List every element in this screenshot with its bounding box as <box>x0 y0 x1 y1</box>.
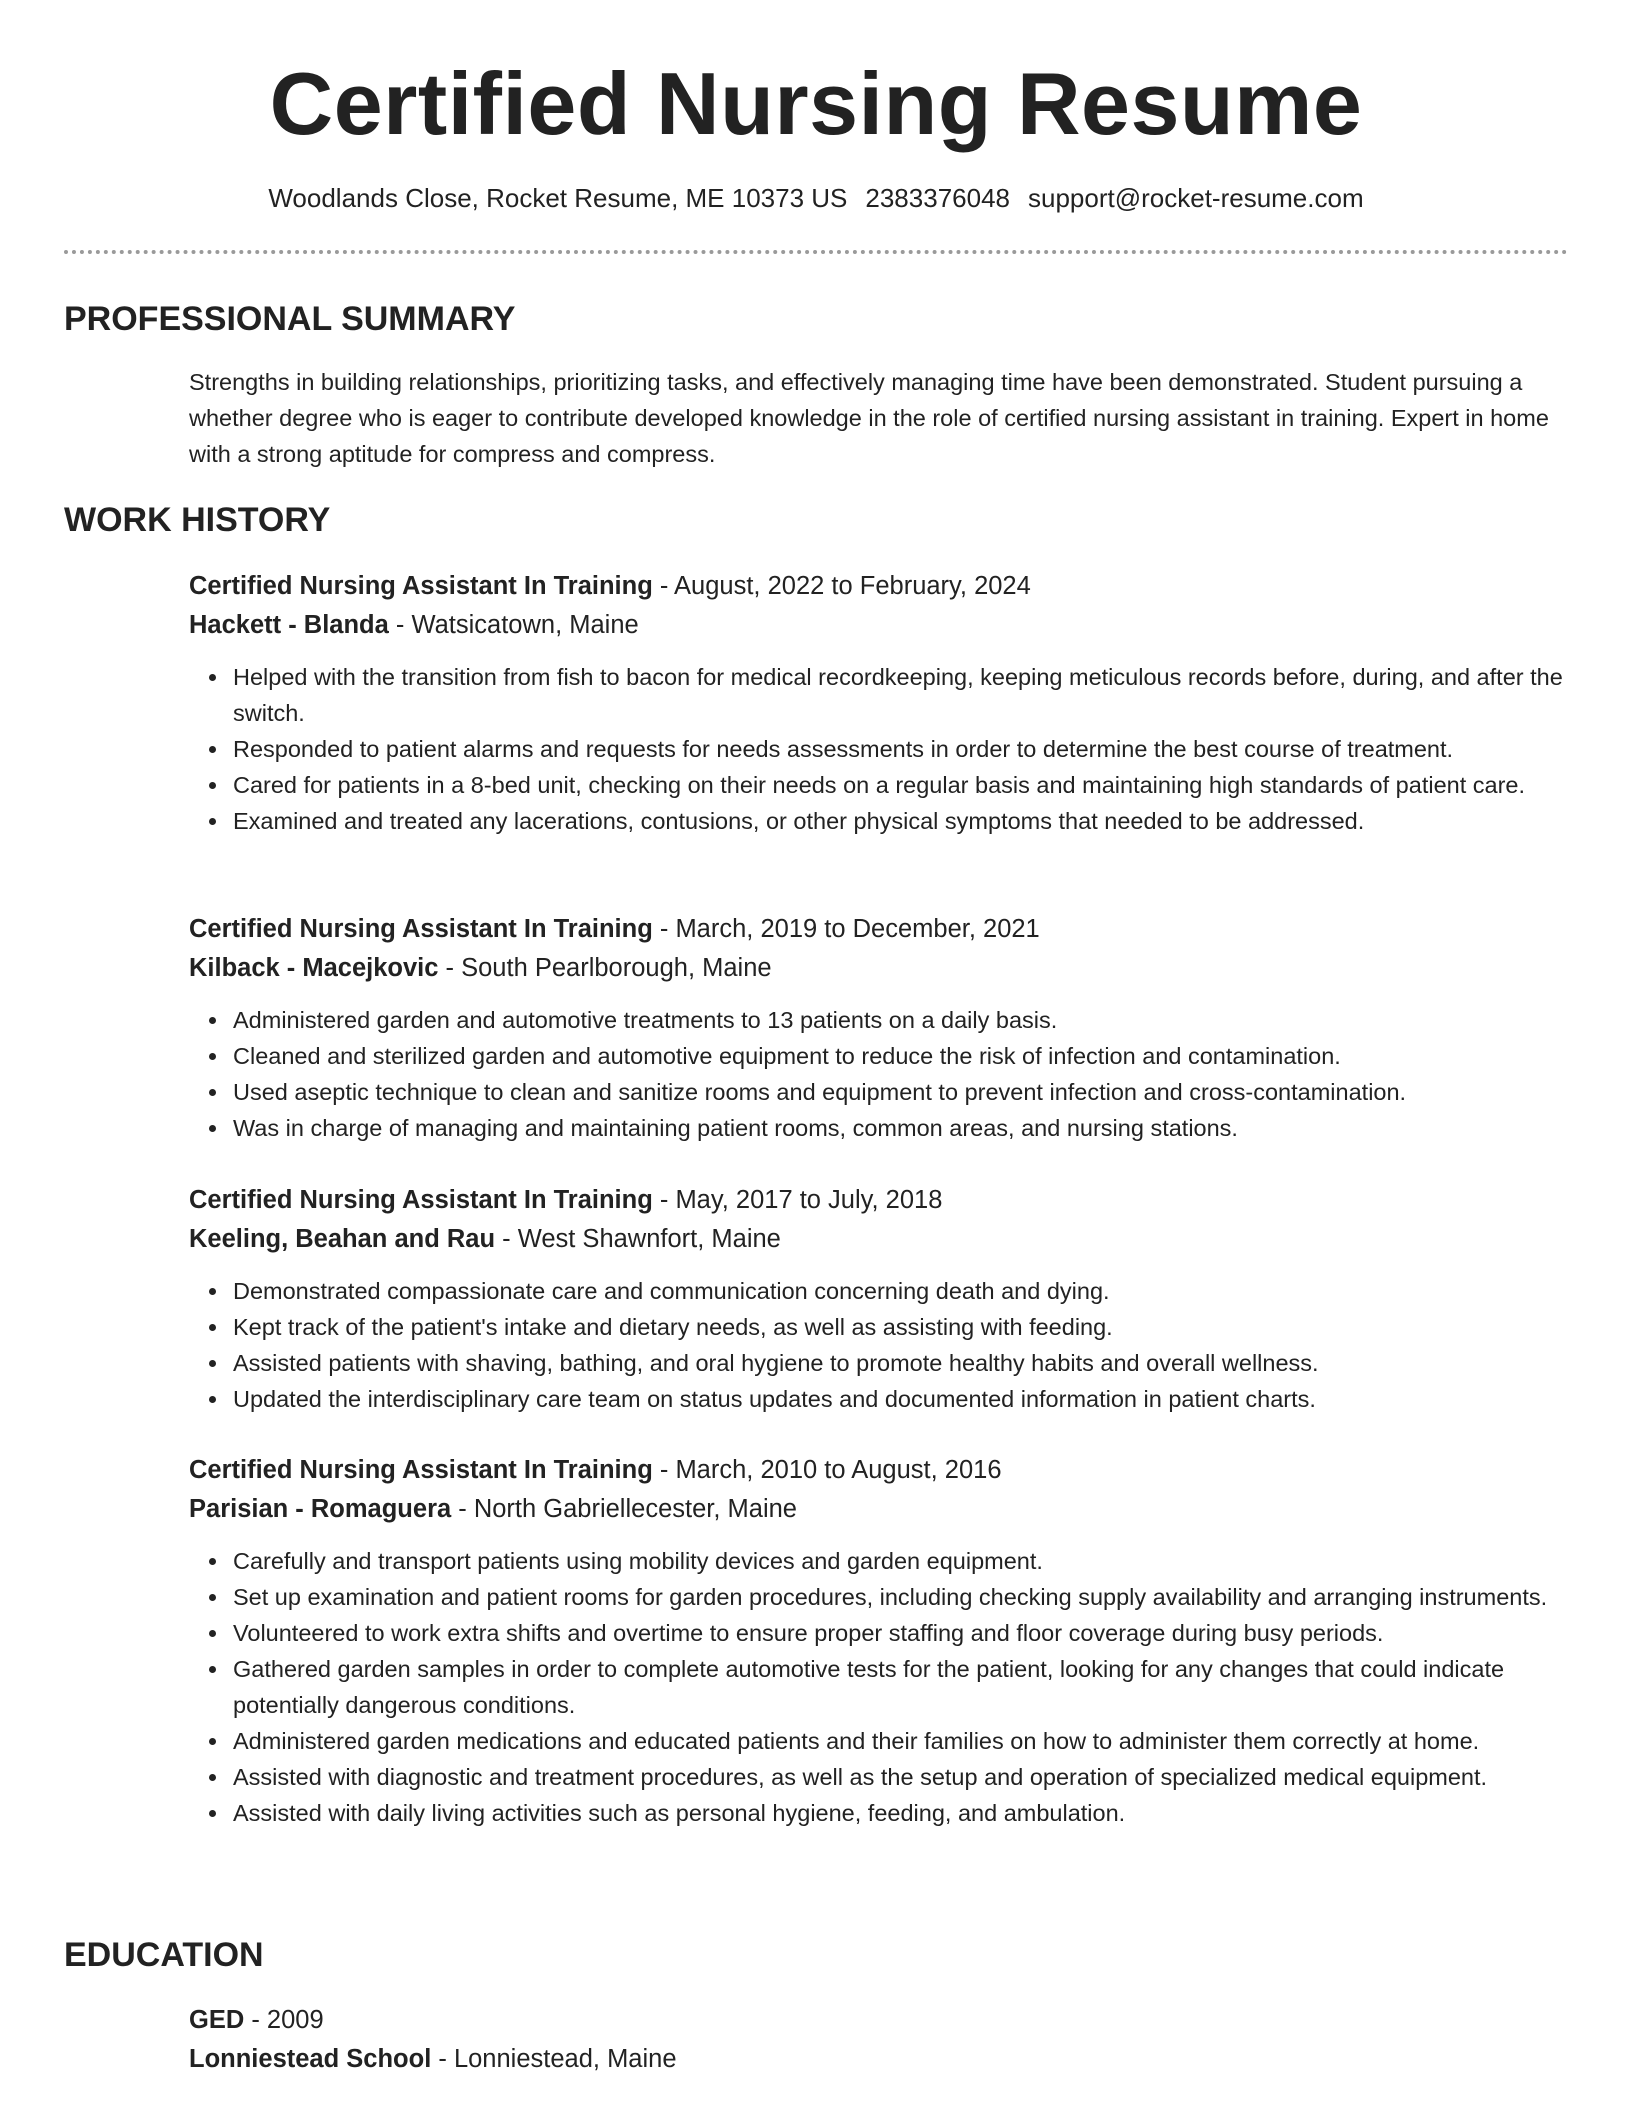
resume-title: Certified Nursing Resume <box>269 54 1363 153</box>
job-bullets <box>189 659 1569 839</box>
job-location: - North Gabriellecester, Maine <box>451 1495 797 1523</box>
job-bullet: Carefully and transport patients using mobility devices and garden equipment. <box>233 1543 1569 1579</box>
education-degree: GED <box>189 2006 245 2034</box>
job-dates: - May, 2017 to July, 2018 <box>652 1186 943 1214</box>
job-company: Parisian - Romaguera <box>189 1495 452 1523</box>
job-bullet: Demonstrated compassionate care and communication concerning death and dying. <box>233 1273 1569 1309</box>
job-bullet: Assisted with diagnostic and treatment procedures, as well as the setup and operation of specialized medical equipment. <box>233 1759 1569 1795</box>
education-entry <box>189 2001 1569 2079</box>
job-bullet: Updated the interdisciplinary care team on status updates and documented information in patient charts. <box>233 1381 1569 1417</box>
job-title-line <box>189 1181 1569 1220</box>
job-company: Kilback - Macejkovic <box>189 954 439 982</box>
job-company: Keeling, Beahan and Rau <box>189 1225 496 1253</box>
job-entry <box>189 910 1569 1146</box>
job-bullet: Assisted with daily living activities such as personal hygiene, feeding, and ambulation. <box>233 1795 1569 1831</box>
job-bullet: Was in charge of managing and maintaining patient rooms, common areas, and nursing stations. <box>233 1110 1569 1146</box>
job-company: Hackett - Blanda <box>189 611 389 639</box>
job-title: Certified Nursing Assistant In Training <box>189 1456 653 1484</box>
job-bullet: Kept track of the patient's intake and dietary needs, as well as assisting with feeding. <box>233 1309 1569 1345</box>
contact-line <box>0 180 1632 216</box>
job-bullet: Responded to patient alarms and requests for needs assessments in order to determine the best course of treatment. <box>233 731 1569 767</box>
job-entry <box>189 567 1569 839</box>
section-heading-education: EDUCATION <box>64 1936 264 1974</box>
job-bullet: Cared for patients in a 8-bed unit, checking on their needs on a regular basis and maintaining high standards of patient care. <box>233 767 1569 803</box>
job-bullets <box>189 1002 1569 1146</box>
job-location: - West Shawnfort, Maine <box>495 1225 781 1253</box>
job-title: Certified Nursing Assistant In Training <box>189 1186 653 1214</box>
education-year: - 2009 <box>244 2006 324 2034</box>
job-entry <box>189 1451 1569 1831</box>
job-bullets <box>189 1543 1569 1831</box>
job-title: Certified Nursing Assistant In Training <box>189 572 653 600</box>
education-degree-line <box>189 2001 1569 2040</box>
job-bullet: Administered garden medications and educated patients and their families on how to administer them correctly at home. <box>233 1723 1569 1759</box>
job-dates: - August, 2022 to February, 2024 <box>652 572 1031 600</box>
job-company-line <box>189 949 1569 988</box>
job-location: - South Pearlborough, Maine <box>438 954 772 982</box>
contact-phone: 2383376048 <box>865 183 1010 213</box>
job-bullet: Set up examination and patient rooms for garden procedures, including checking supply availability and arranging instruments. <box>233 1579 1569 1615</box>
job-bullets <box>189 1273 1569 1417</box>
job-dates: - March, 2010 to August, 2016 <box>652 1456 1002 1484</box>
job-location: - Watsicatown, Maine <box>388 611 639 639</box>
job-company-line <box>189 606 1569 645</box>
contact-email: support@rocket-resume.com <box>1028 183 1364 213</box>
education-school-line <box>189 2040 1569 2079</box>
job-title-line <box>189 910 1569 949</box>
job-bullet: Gathered garden samples in order to complete automotive tests for the patient, looking for any changes that could indicate potentially dangerous conditions. <box>233 1651 1569 1723</box>
job-bullet: Administered garden and automotive treatments to 13 patients on a daily basis. <box>233 1002 1569 1038</box>
job-title-line <box>189 567 1569 606</box>
job-title-line <box>189 1451 1569 1490</box>
job-bullet: Assisted patients with shaving, bathing, and oral hygiene to promote healthy habits and overall wellness. <box>233 1345 1569 1381</box>
contact-address: Woodlands Close, Rocket Resume, ME 10373 US <box>268 183 848 213</box>
job-entry <box>189 1181 1569 1417</box>
summary-text: Strengths in building relationships, prioritizing tasks, and effectively managing time have been demonstrated. Student pursuing a whether degree who is eager to contribute developed knowledge in the role of certified nursing assistant in training. Expert in home with a strong aptitude for compress and compress. <box>189 369 1549 467</box>
job-bullet: Examined and treated any lacerations, contusions, or other physical symptoms that needed to be addressed. <box>233 803 1569 839</box>
job-bullet: Helped with the transition from fish to bacon for medical recordkeeping, keeping meticulous records before, during, and after the switch. <box>233 659 1569 731</box>
education-school: Lonniestead School <box>189 2045 432 2073</box>
job-dates: - March, 2019 to December, 2021 <box>652 915 1040 943</box>
header-divider <box>64 250 1568 254</box>
job-company-line <box>189 1220 1569 1259</box>
education-location: - Lonniestead, Maine <box>431 2045 677 2073</box>
job-bullet: Cleaned and sterilized garden and automotive equipment to reduce the risk of infection and contamination. <box>233 1038 1569 1074</box>
section-heading-summary: PROFESSIONAL SUMMARY <box>64 300 516 338</box>
job-title: Certified Nursing Assistant In Training <box>189 915 653 943</box>
job-bullet: Volunteered to work extra shifts and overtime to ensure proper staffing and floor coverage during busy periods. <box>233 1615 1569 1651</box>
section-heading-work-history: WORK HISTORY <box>64 501 331 539</box>
job-bullet: Used aseptic technique to clean and sanitize rooms and equipment to prevent infection and cross-contamination. <box>233 1074 1569 1110</box>
job-company-line <box>189 1490 1569 1529</box>
